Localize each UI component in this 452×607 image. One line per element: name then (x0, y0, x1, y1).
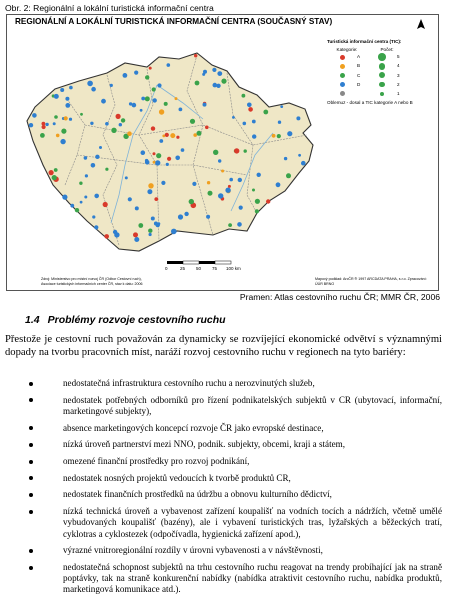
tic-point (247, 103, 252, 108)
list-item: nedostatek nosných projektů vedoucích k tvorbě produktů CR, (5, 473, 442, 484)
bullet-icon (29, 382, 33, 386)
tic-point (42, 125, 46, 129)
tic-point (105, 168, 108, 171)
tic-point (156, 153, 161, 158)
legend-row (327, 71, 431, 80)
scale-label: 75 (212, 266, 218, 271)
tic-point (32, 113, 37, 118)
tic-point (56, 134, 60, 138)
tic-point (272, 134, 276, 138)
tic-point (75, 208, 79, 212)
tic-point (90, 122, 93, 125)
tic-point (184, 212, 188, 216)
tic-point (213, 150, 218, 155)
legend-count-dot (379, 82, 384, 87)
tic-point (284, 157, 287, 160)
tic-point (167, 63, 171, 67)
tic-point (123, 73, 128, 78)
tic-point (157, 83, 161, 87)
tic-point (153, 152, 156, 155)
tic-point (232, 116, 235, 119)
tic-point (110, 84, 113, 87)
tic-point (103, 202, 108, 207)
tic-point (84, 156, 88, 160)
tic-point (84, 196, 87, 199)
tic-point (257, 173, 261, 177)
bullet-icon (29, 476, 33, 480)
tic-point (206, 215, 210, 219)
tic-point (286, 173, 291, 178)
list-item: nízká technická úroveň a vybavenost zařízení koupališť na vodních tocích a nádržích, včetně umělé vybudovaných koupališť (bazény), ale i vybavení turistických tras, lyžařských a běžeckých tratí, cyklotras a cyklostezek (odpočívadla, hygienická zařízení apod.), (5, 506, 442, 540)
map-figure (6, 14, 439, 291)
country-shape (27, 53, 313, 251)
tic-point (145, 75, 149, 79)
scale-label: 100 km (226, 266, 241, 271)
tic-point (141, 97, 145, 101)
tic-point (164, 102, 168, 106)
tic-point (175, 156, 180, 161)
tic-point (80, 201, 83, 204)
tic-point (79, 182, 82, 185)
tic-point (111, 128, 116, 133)
tic-point (205, 126, 209, 130)
tic-point (134, 71, 138, 75)
legend-category-dot (340, 64, 345, 69)
tic-point (229, 178, 233, 182)
list-item: nedostatek finančních prostředků na údržbu a obnovu kulturního dědictví, (5, 489, 442, 500)
tic-point (121, 118, 125, 122)
legend-category-header: Kategorie: (336, 46, 358, 52)
north-arrow (417, 19, 425, 29)
tic-point (119, 123, 122, 126)
tic-point (203, 103, 207, 107)
legend-count-label: 3 (397, 72, 400, 78)
tic-point (176, 136, 179, 139)
tic-point (170, 133, 175, 138)
bullet-icon (29, 460, 33, 464)
tic-point (54, 115, 58, 119)
list-item: nízká úroveň partnerství mezi NNO, podnik. subjekty, obcemi, kraji a státem, (5, 439, 442, 450)
section-title: Problémy rozvoje cestovního ruchu (47, 314, 226, 326)
tic-point (70, 204, 74, 208)
tic-point (91, 163, 96, 168)
tic-point (278, 121, 281, 124)
tic-point (149, 67, 152, 70)
bullet-icon (29, 510, 33, 514)
tic-point (80, 113, 83, 116)
tic-point (277, 134, 281, 138)
scale-label: 0 (165, 266, 168, 271)
intro-paragraph: Přestože je cestovní ruch považován za dynamicky se rozvíjející ekonomické odvětví s významnými dopady na tvorbu pracovních míst, naráží rozvoj cestovního ruchu v regionech na tyto bariéry: (5, 334, 442, 358)
tic-point (221, 170, 224, 173)
tic-point (228, 185, 231, 188)
tic-point (65, 97, 69, 101)
tic-point (252, 134, 256, 138)
tic-point (153, 161, 156, 164)
tic-point (149, 233, 152, 236)
tic-point (228, 223, 232, 227)
tic-point (145, 96, 150, 101)
tic-point (141, 150, 146, 155)
legend-row (327, 52, 431, 61)
tic-point (221, 79, 226, 84)
legend-category-label: C (357, 72, 361, 78)
tic-point (138, 223, 143, 228)
legend-count-dot (380, 92, 384, 96)
tic-point (181, 148, 185, 152)
tic-point (148, 229, 152, 233)
barriers-list (5, 378, 442, 601)
tic-point (255, 199, 260, 204)
tic-point (179, 108, 183, 112)
tic-point (157, 222, 160, 225)
section-number: 1.4 (25, 314, 40, 326)
tic-point (94, 225, 98, 229)
tic-point (52, 175, 57, 180)
tic-point (238, 178, 242, 182)
tic-point (148, 183, 153, 188)
tic-point (54, 168, 58, 172)
tic-point (45, 123, 48, 126)
tic-point (125, 176, 128, 179)
tic-point (91, 87, 96, 92)
tic-point (287, 131, 292, 136)
tic-point (61, 129, 66, 134)
legend-note: Oblemuz - dosal a TIC kategorie A nebo B (327, 100, 413, 106)
legend-count-dot (379, 63, 386, 70)
tic-point (127, 131, 132, 136)
legend-count-label: 2 (397, 81, 400, 87)
legend-category-dot (340, 82, 345, 87)
tic-point (101, 99, 106, 104)
list-item: nedostatek potřebných odborníků pro řízení podnikatelských subjektů v CR (ubytovací, informační, marketingové subjekty), (5, 395, 442, 417)
legend-count-dot (378, 53, 386, 61)
tic-point (195, 81, 200, 86)
tic-point (159, 109, 164, 114)
legend-category-label: A (357, 54, 361, 60)
bullet-icon (29, 426, 33, 430)
tic-point (189, 199, 194, 204)
tic-point (225, 188, 230, 193)
tic-point (105, 122, 109, 126)
legend-category-dot (340, 55, 345, 60)
legend-row (327, 62, 431, 71)
map-legend (327, 39, 431, 106)
legend-category-dot (340, 91, 345, 96)
tic-point (207, 181, 210, 184)
tic-point (53, 122, 56, 125)
tic-point (178, 214, 183, 219)
map-credits: Mapový podklad: ArcČR ® 1997 ARCDATA PRAHA, s.r.o. Zpracování: ÚÚR BRNO (315, 277, 427, 286)
tic-point (252, 120, 256, 124)
tic-point (193, 133, 197, 137)
list-item: nedostatečná infrastruktura cestovního ruchu a nerozvinutých služeb, (5, 378, 442, 389)
bullet-icon (29, 443, 33, 447)
tic-point (208, 191, 213, 196)
figure-caption: Obr. 2: Regionální a lokální turistická informační centra (5, 3, 214, 13)
tic-point (134, 237, 139, 242)
tic-point (159, 139, 163, 143)
tic-point (197, 131, 202, 136)
legend-count-label: 5 (397, 54, 400, 60)
tic-point (248, 107, 253, 112)
map-title: REGIONÁLNÍ A LOKÁLNÍ TURISTICKÁ INFORMAČNÍ CENTRA (SOUČASNÝ STAV) (15, 17, 333, 26)
tic-point (239, 206, 243, 210)
tic-point (301, 161, 306, 166)
tic-point (114, 232, 119, 237)
tic-point (242, 94, 246, 98)
tic-point (132, 103, 137, 108)
tic-point (217, 71, 222, 76)
tic-point (213, 83, 218, 88)
tic-point (255, 209, 259, 213)
legend-count-label: 1 (397, 90, 400, 96)
tic-point (92, 215, 95, 218)
tic-point (153, 98, 157, 102)
tic-point (65, 103, 70, 108)
legend-category-label: D (357, 81, 361, 87)
bullet-icon (29, 549, 33, 553)
tic-point (280, 105, 283, 108)
tic-point (60, 139, 65, 144)
map-source-note: Zdroj: Ministerstvo pro místní rozvoj ČR (Odbor Cestovní ruch), Asociace turistických informačních center ČR, stav k datu: 2006 (41, 277, 143, 286)
tic-point (133, 232, 138, 237)
tic-point (116, 114, 121, 119)
tic-point (140, 109, 143, 112)
tic-point (218, 193, 223, 198)
tic-point (296, 116, 300, 120)
section-heading (25, 314, 226, 326)
tic-point (87, 81, 93, 87)
tic-point (165, 133, 169, 137)
list-item: absence marketingových koncepcí rozvoje ČR jako evropské destinace, (5, 423, 442, 434)
legend-count-header: Počet: (380, 46, 394, 52)
tic-point (192, 182, 196, 186)
list-item: výrazné vnitroregionální rozdíly v úrovni vybavenosti a v návštěvnosti, (5, 545, 442, 556)
legend-count-label: 4 (397, 63, 400, 69)
tic-point (276, 182, 281, 187)
tic-point (99, 146, 102, 149)
tic-point (155, 160, 160, 165)
legend-count-dot (379, 72, 385, 78)
tic-point (244, 149, 247, 152)
tic-point (234, 148, 239, 153)
tic-point (154, 222, 158, 226)
tic-point (154, 197, 158, 201)
tic-point (151, 217, 155, 221)
tic-point (190, 119, 195, 124)
tic-point (218, 159, 221, 162)
tic-point (64, 116, 68, 120)
tic-point (147, 189, 152, 194)
tic-point (171, 229, 177, 235)
legend-category-dot (340, 73, 345, 78)
tic-point (212, 68, 216, 72)
legend-category-label: B (357, 63, 361, 69)
tic-point (152, 87, 156, 91)
tic-point (166, 163, 169, 166)
tic-point (95, 155, 99, 159)
tic-point (194, 54, 197, 57)
tic-point (167, 157, 171, 161)
list-item: nedostatečná schopnost subjektů na trhu cestovního ruchu reagovat na trendy probíhající jak na straně poptávky, tak na straně konkurenční nabídky (nabídka atraktivit cestovního ruchu, nabídka produktů, marketingová komunikace atd.). (5, 562, 442, 596)
tic-point (298, 154, 301, 157)
legend-row (327, 89, 431, 98)
tic-point (175, 97, 178, 100)
tic-point (94, 194, 99, 199)
tic-point (62, 195, 67, 200)
tic-point (104, 234, 109, 239)
tic-point (151, 126, 155, 130)
tic-point (54, 94, 59, 99)
scale-bar (167, 261, 231, 264)
bullet-icon (29, 493, 33, 497)
tic-point (145, 159, 148, 162)
bullet-icon (29, 398, 33, 402)
tic-point (161, 181, 165, 185)
tic-point (69, 86, 73, 90)
scale-label: 25 (180, 266, 186, 271)
tic-point (49, 170, 54, 175)
tic-point (85, 174, 88, 177)
tic-point (128, 197, 132, 201)
legend-title: Turistická informační centra (TIC): (327, 39, 402, 44)
tic-point (237, 222, 242, 227)
tic-point (263, 110, 268, 115)
tic-point (202, 73, 205, 76)
tic-point (60, 88, 64, 92)
tic-point (69, 118, 72, 121)
legend-row (327, 80, 431, 89)
tic-point (42, 122, 46, 126)
tic-point (40, 133, 45, 138)
tic-point (29, 123, 33, 127)
tic-point (252, 189, 255, 192)
tic-point (243, 122, 247, 126)
list-item: omezené finanční prostředky pro rozvoj podnikání, (5, 456, 442, 467)
tic-point (266, 199, 270, 203)
bullet-icon (29, 566, 33, 570)
scale-label: 50 (196, 266, 202, 271)
figure-source: Pramen: Atlas cestovního ruchu ČR; MMR ČR, 2006 (239, 292, 440, 302)
tic-point (135, 206, 139, 210)
